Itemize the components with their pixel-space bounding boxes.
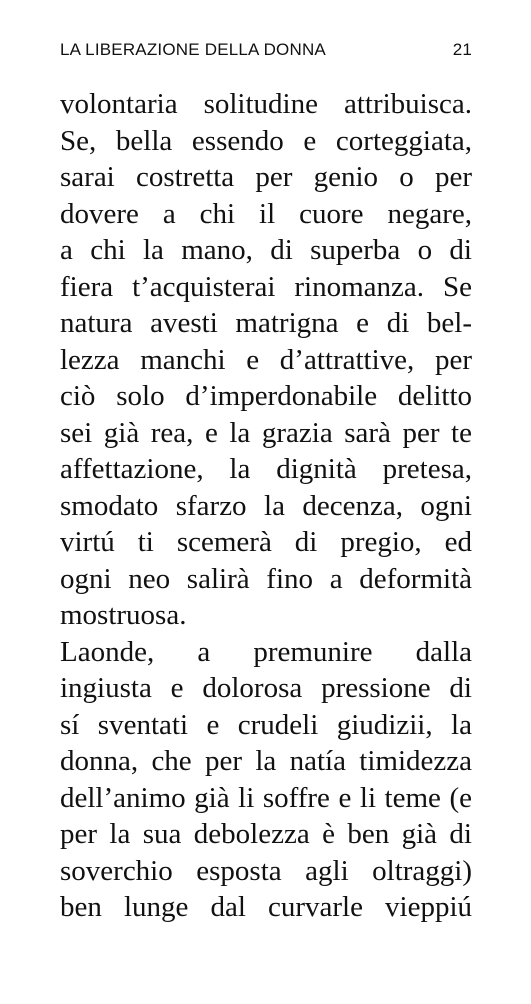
text-line: ogni neo salirà fino a deformità [60, 562, 472, 595]
text-line: volontaria solitudine attribuisca. [60, 88, 472, 120]
text-line: virtú ti scemerà di pregio, ed [60, 526, 472, 558]
text-line: affettazione, la dignità pretesa, [60, 453, 472, 485]
text-line: ciò solo d’imperdonabile delitto [60, 380, 472, 412]
page-number: 21 [452, 40, 472, 59]
text-line: a chi la mano, di superba o di [60, 234, 472, 266]
running-title: LA LIBERAZIONE DELLA DONNA [60, 40, 326, 59]
text-line: lezza manchi e d’attrattive, per [60, 343, 472, 376]
text-line: sarai costretta per genio o per [60, 161, 472, 193]
text-line: Se, bella essendo e corteggiata, [60, 124, 472, 157]
text-line: smodato sfarzo la decenza, ogni [60, 489, 472, 522]
text-line: ben lunge dal curvarle vieppiú [60, 891, 472, 923]
text-line: fiera t’acquisterai rinomanza. Se [60, 270, 472, 303]
text-line: ingiusta e dolorosa pressione di [60, 672, 472, 704]
text-line: soverchio esposta agli oltraggi) [60, 854, 472, 887]
page-header [60, 40, 472, 66]
text-line: dell’animo già li soffre e li teme (e [60, 781, 472, 814]
text-line: sí sventati e crudeli giudizii, la [60, 708, 472, 741]
text-line: dovere a chi il cuore negare, [60, 197, 472, 230]
text-line: donna, che per la natía timidezza [60, 745, 472, 777]
text-line: per la sua debolezza è ben già di [60, 818, 472, 850]
text-line: natura avesti matrigna e di bel- [60, 307, 472, 339]
text-line: mostruosa. [60, 599, 187, 631]
body-text [60, 86, 472, 926]
text-line: Laonde, a premunire dalla [60, 635, 472, 668]
text-line: sei già rea, e la grazia sarà per te [60, 416, 472, 449]
